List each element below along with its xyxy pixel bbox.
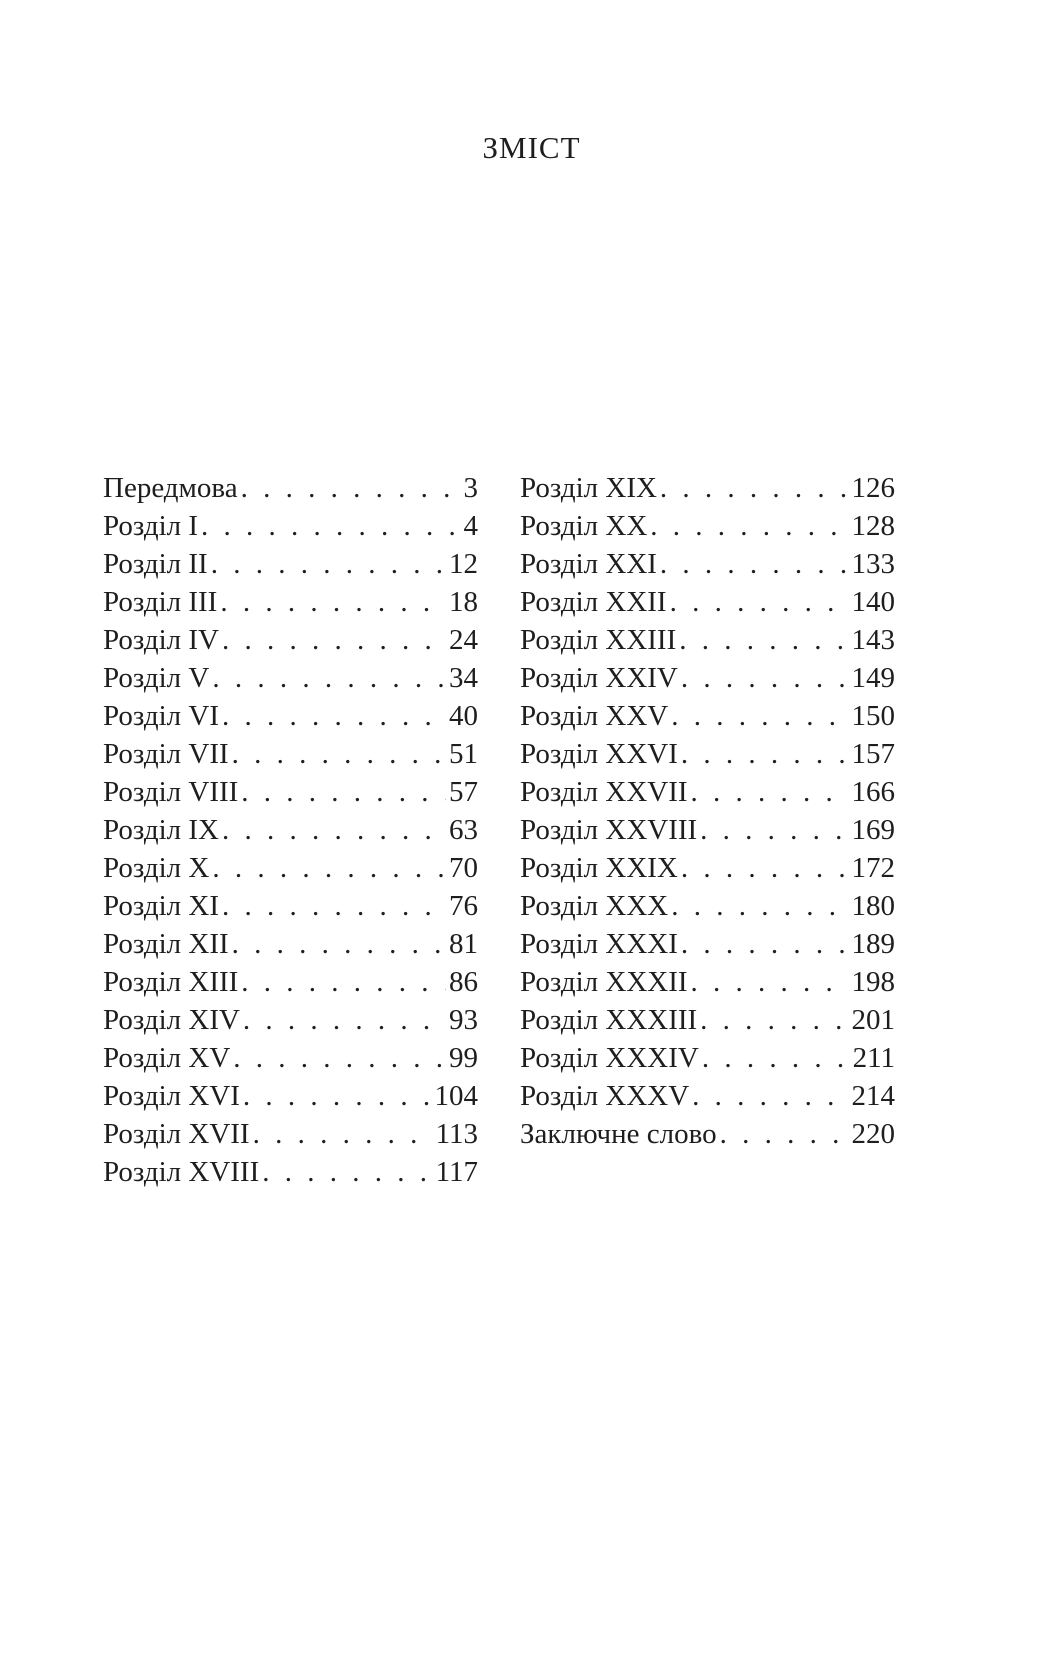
toc-entry bbox=[103, 1001, 478, 1039]
toc-entry bbox=[103, 925, 478, 963]
toc-entry bbox=[520, 545, 895, 583]
toc-entry-label: Розділ XX bbox=[520, 510, 648, 542]
toc-entry-label: Передмова bbox=[103, 472, 238, 504]
toc-entry bbox=[103, 1153, 478, 1191]
toc-entry-page: 201 bbox=[851, 1004, 895, 1036]
toc-entry-page: 12 bbox=[449, 548, 478, 580]
dot-leader bbox=[681, 659, 849, 697]
dot-leader bbox=[700, 1001, 848, 1039]
toc-entry-page: 149 bbox=[851, 662, 895, 694]
toc-entry-page: 18 bbox=[449, 586, 478, 618]
dot-leader bbox=[241, 469, 461, 507]
toc-entry bbox=[520, 583, 895, 621]
toc-entry-page: 166 bbox=[851, 776, 895, 808]
toc-entry bbox=[103, 811, 478, 849]
toc-entry bbox=[520, 1115, 895, 1153]
toc-entry-label: Розділ V bbox=[103, 662, 210, 694]
toc-entry-label: Розділ XXIII bbox=[520, 624, 677, 656]
toc-entry bbox=[520, 659, 895, 697]
toc-entry bbox=[103, 545, 478, 583]
toc-entry-label: Розділ XVII bbox=[103, 1118, 250, 1150]
toc-entry-label: Розділ XXXI bbox=[520, 928, 678, 960]
toc-entry-label: Розділ XIV bbox=[103, 1004, 240, 1036]
dot-leader bbox=[253, 1115, 433, 1153]
dot-leader bbox=[691, 773, 849, 811]
dot-leader bbox=[222, 697, 446, 735]
toc-entry bbox=[520, 1039, 895, 1077]
toc-entry-page: 57 bbox=[449, 776, 478, 808]
toc-entry-label: Розділ XXXIII bbox=[520, 1004, 698, 1036]
toc-entry bbox=[103, 849, 478, 887]
dot-leader bbox=[700, 811, 848, 849]
dot-leader bbox=[681, 735, 849, 773]
toc-entry-label: Розділ XXXV bbox=[520, 1080, 690, 1112]
toc-entry-page: 51 bbox=[449, 738, 478, 770]
toc-entry-page: 140 bbox=[851, 586, 895, 618]
toc-entry-page: 76 bbox=[449, 890, 478, 922]
toc-entry bbox=[103, 659, 478, 697]
toc-entry bbox=[520, 849, 895, 887]
toc-entry-page: 189 bbox=[851, 928, 895, 960]
dot-leader bbox=[670, 583, 849, 621]
toc-entry bbox=[103, 507, 478, 545]
dot-leader bbox=[660, 545, 849, 583]
toc-entry-label: Розділ VI bbox=[103, 700, 219, 732]
toc-entry-page: 157 bbox=[851, 738, 895, 770]
toc-entry bbox=[520, 507, 895, 545]
toc-entry bbox=[103, 1077, 478, 1115]
toc-entry bbox=[103, 1115, 478, 1153]
toc-entry-page: 214 bbox=[851, 1080, 895, 1112]
page-title: ЗМІСТ bbox=[482, 130, 581, 165]
toc-entry bbox=[520, 887, 895, 925]
toc-entry bbox=[520, 621, 895, 659]
toc-entry-label: Розділ XVI bbox=[103, 1080, 240, 1112]
dot-leader bbox=[220, 583, 446, 621]
toc-entry bbox=[103, 469, 478, 507]
dot-leader bbox=[222, 811, 446, 849]
toc-entry-page: 180 bbox=[851, 890, 895, 922]
dot-leader bbox=[671, 887, 848, 925]
toc-entry-label: Розділ XII bbox=[103, 928, 229, 960]
toc-entry bbox=[103, 963, 478, 1001]
dot-leader bbox=[241, 773, 446, 811]
toc-entry-page: 117 bbox=[435, 1156, 478, 1188]
toc-entry-label: Розділ XXV bbox=[520, 700, 669, 732]
toc-entry bbox=[103, 583, 478, 621]
toc-entry-label: Розділ XXII bbox=[520, 586, 667, 618]
toc-entry-label: Розділ XVIII bbox=[103, 1156, 260, 1188]
toc-entry-label: Розділ II bbox=[103, 548, 208, 580]
toc-entry-page: 104 bbox=[434, 1080, 478, 1112]
toc-entry bbox=[520, 697, 895, 735]
dot-leader bbox=[212, 849, 446, 887]
toc-entry bbox=[520, 811, 895, 849]
toc-entry-page: 93 bbox=[449, 1004, 478, 1036]
toc-entry-label: Розділ III bbox=[103, 586, 218, 618]
toc-entry-label: Розділ XXX bbox=[520, 890, 669, 922]
toc-entry-page: 63 bbox=[449, 814, 478, 846]
dot-leader bbox=[222, 621, 446, 659]
toc-entry-page: 70 bbox=[449, 852, 478, 884]
toc-entry-label: Розділ XV bbox=[103, 1042, 231, 1074]
toc-entry-page: 24 bbox=[449, 624, 478, 656]
toc-entry-label: Розділ IV bbox=[103, 624, 219, 656]
toc-entry-page: 169 bbox=[851, 814, 895, 846]
toc-entry bbox=[520, 925, 895, 963]
toc-entry-page: 99 bbox=[449, 1042, 478, 1074]
toc-entry-label: Розділ XXVIII bbox=[520, 814, 698, 846]
toc-entry-page: 150 bbox=[851, 700, 895, 732]
toc-entry-page: 128 bbox=[851, 510, 895, 542]
dot-leader bbox=[232, 925, 446, 963]
toc-entry bbox=[103, 773, 478, 811]
dot-leader bbox=[692, 1077, 848, 1115]
toc-entry-page: 81 bbox=[449, 928, 478, 960]
toc-entry-page: 34 bbox=[449, 662, 478, 694]
dot-leader bbox=[222, 887, 446, 925]
toc-entry bbox=[103, 1039, 478, 1077]
dot-leader bbox=[262, 1153, 432, 1191]
dot-leader bbox=[660, 469, 849, 507]
toc-entry-label: Розділ VII bbox=[103, 738, 229, 770]
toc-entry-label: Розділ I bbox=[103, 510, 199, 542]
toc-entry bbox=[520, 773, 895, 811]
dot-leader bbox=[232, 735, 446, 773]
toc-entry-label: Розділ X bbox=[103, 852, 210, 884]
toc-entry-page: 40 bbox=[449, 700, 478, 732]
dot-leader bbox=[243, 1077, 432, 1115]
toc-entry-label: Розділ XXXIV bbox=[520, 1042, 699, 1074]
toc-entry-page: 4 bbox=[463, 510, 478, 542]
dot-leader bbox=[691, 963, 849, 1001]
toc-entry-page: 3 bbox=[463, 472, 478, 504]
toc-entry bbox=[103, 887, 478, 925]
toc-entry-page: 211 bbox=[852, 1042, 895, 1074]
toc-entry bbox=[520, 469, 895, 507]
toc-entry-label: Розділ XIII bbox=[103, 966, 239, 998]
toc-entry-label: Розділ XXVII bbox=[520, 776, 688, 808]
toc-entry-label: Розділ XXXII bbox=[520, 966, 688, 998]
toc-entry-label: Розділ XXIV bbox=[520, 662, 678, 694]
toc-entry-page: 220 bbox=[851, 1118, 895, 1150]
dot-leader bbox=[679, 621, 848, 659]
dot-leader bbox=[233, 1039, 446, 1077]
toc-entry-page: 86 bbox=[449, 966, 478, 998]
dot-leader bbox=[201, 507, 460, 545]
dot-leader bbox=[212, 659, 446, 697]
dot-leader bbox=[243, 1001, 446, 1039]
dot-leader bbox=[211, 545, 446, 583]
toc-entry-label: Розділ VIII bbox=[103, 776, 239, 808]
dot-leader bbox=[671, 697, 848, 735]
toc-column-right bbox=[520, 469, 895, 1153]
dot-leader bbox=[241, 963, 446, 1001]
dot-leader bbox=[681, 849, 849, 887]
dot-leader bbox=[650, 507, 848, 545]
dot-leader bbox=[681, 925, 849, 963]
dot-leader bbox=[720, 1115, 849, 1153]
toc-entry-label: Розділ IX bbox=[103, 814, 219, 846]
toc-entry bbox=[103, 697, 478, 735]
toc-entry-label: Розділ XXVI bbox=[520, 738, 678, 770]
toc-entry-label: Розділ XXIX bbox=[520, 852, 678, 884]
dot-leader bbox=[702, 1039, 850, 1077]
toc-entry-page: 126 bbox=[851, 472, 895, 504]
toc-entry-page: 172 bbox=[851, 852, 895, 884]
toc-entry-label: Розділ XIX bbox=[520, 472, 657, 504]
toc-entry bbox=[103, 621, 478, 659]
toc-entry-page: 143 bbox=[851, 624, 895, 656]
toc-entry-page: 113 bbox=[435, 1118, 478, 1150]
toc-entry bbox=[520, 1001, 895, 1039]
toc-entry bbox=[520, 735, 895, 773]
toc-entry-page: 198 bbox=[851, 966, 895, 998]
toc-entry-label: Заключне слово bbox=[520, 1118, 717, 1150]
toc-entry-page: 133 bbox=[851, 548, 895, 580]
toc-column-left bbox=[103, 469, 478, 1191]
toc-entry-label: Розділ XI bbox=[103, 890, 219, 922]
toc-entry bbox=[520, 963, 895, 1001]
toc-entry bbox=[520, 1077, 895, 1115]
toc-entry bbox=[103, 735, 478, 773]
toc-entry-label: Розділ XXI bbox=[520, 548, 657, 580]
